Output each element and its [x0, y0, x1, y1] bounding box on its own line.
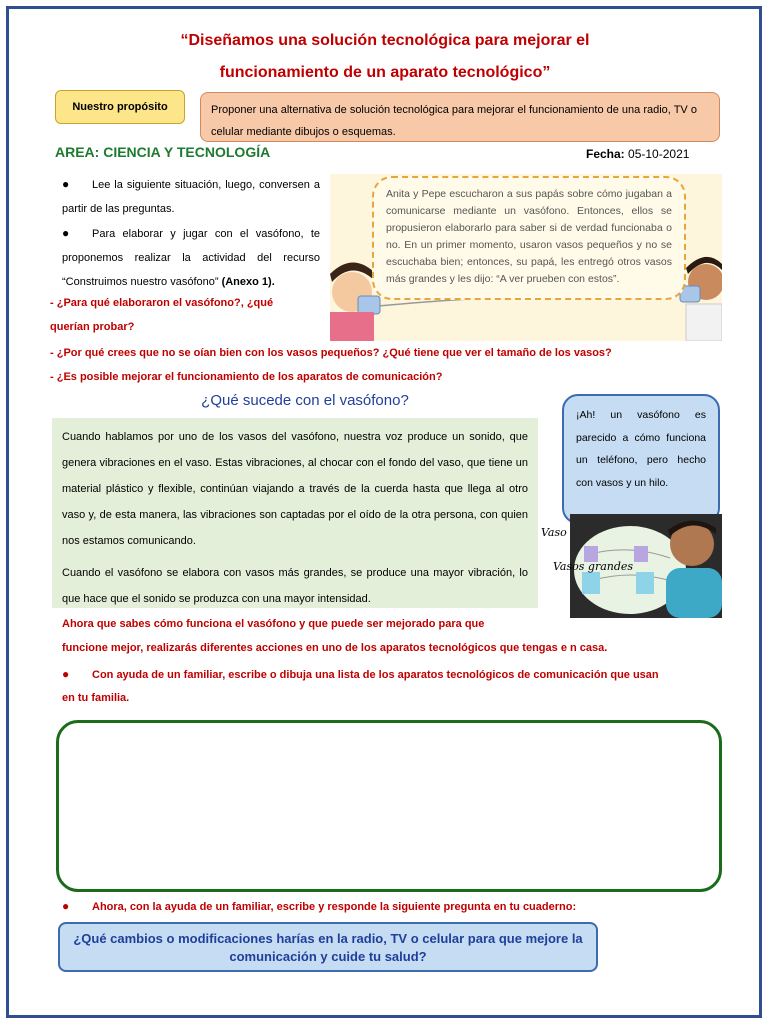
intro-bullet-2	[62, 221, 320, 294]
instruction-bullet-3a	[62, 662, 659, 687]
annex-reference: (Anexo 1).	[221, 276, 275, 288]
intro-bullet-1	[62, 172, 320, 221]
explanation-box	[52, 418, 538, 608]
question-1b: querían probar?	[50, 321, 135, 333]
area-heading: AREA: CIENCIA Y TECNOLOGÍA	[55, 144, 271, 160]
title-line-1: “Diseñamos una solución tecnológica para mejorar el	[180, 32, 590, 49]
explanation-paragraph-1: Cuando hablamos por uno de los vasos del vasófono, nuestra voz produce un sonido, que genera vibraciones en el vaso. Estas vibraciones, al chocar con el fondo del vaso, que tiene un material plástico y flexible, continúan viajando a través de la cuerda hasta que llega al otro vaso y, de esta manera, las vibraciones son captadas por el oído de la otra persona, con quien nos estamos comunicando.	[62, 431, 528, 547]
instruction-line-2: funcione mejor, realizarás diferentes acciones en uno de los aparatos tecnológicos que tengas e n casa.	[62, 642, 608, 654]
explanation-paragraph-2: Cuando el vasófono se elabora con vasos más grandes, se produce una mayor vibración, lo que hace que el sonido se produzca con una mayor intensidad.	[62, 567, 528, 605]
story-bubble: Anita y Pepe escucharon a sus papás sobre cómo jugaban a comunicarse mediante un vasófono. Entonces, ellos se propusieron elaborarlo para saber si de verdad funcionaba o no. En un primer momento, usaron vasos pequeños y no se escuchaba bien; entonces, su papá, les entregó otros vasos más grandes y les dijo: “A ver prueben con estos”.	[372, 176, 686, 300]
purpose-label: Nuestro propósito	[55, 90, 185, 124]
date-label: Fecha:	[586, 147, 625, 161]
instruction-bullet-4	[62, 894, 576, 919]
intro-bullet-1-text: Lee la siguiente situación, luego, conversen a partir de las preguntas.	[62, 179, 320, 215]
label-small-cup: Vaso	[541, 526, 567, 539]
question-3: - ¿Es posible mejorar el funcionamiento de los aparatos de comunicación?	[50, 371, 443, 383]
title-line-2: funcionamiento de un aparato tecnológico”	[219, 64, 551, 81]
instruction-bullet-3b: en tu familia.	[62, 692, 130, 704]
question-1a: - ¿Para qué elaboraron el vasófono?, ¿qué	[50, 297, 274, 309]
date	[586, 147, 689, 161]
bullet-icon: ●	[62, 899, 70, 913]
question-2: - ¿Por qué crees que no se oían bien con los vasos pequeños? ¿Qué tiene que ver el tamaño de los vasos?	[50, 347, 612, 359]
purpose-text: Proponer una alternativa de solución tecnológica para mejorar el funcionamiento de una radio, TV o celular mediante dibujos o esquemas.	[200, 92, 720, 142]
instruction-bullet-3a-text: Con ayuda de un familiar, escribe o dibuja una lista de los aparatos tecnológicos de comunicación que usan	[92, 669, 659, 681]
answer-box[interactable]	[56, 720, 722, 892]
speech-bubble: ¡Ah! un vasófono es parecido a cómo funciona un teléfono, pero hecho con vasos y un hilo.	[562, 394, 720, 524]
instruction-line-1: Ahora que sabes cómo funciona el vasófono y que puede ser mejorado para que	[62, 618, 485, 630]
label-big-cups: Vasos grandes	[553, 560, 634, 573]
bullet-icon: ●	[62, 226, 70, 240]
final-question: ¿Qué cambios o modificaciones harías en la radio, TV o celular para que mejore la comunicación y cuide tu salud?	[58, 922, 598, 972]
section-subheading: ¿Qué sucede con el vasófono?	[201, 392, 409, 409]
bullet-icon: ●	[62, 667, 70, 681]
bullet-icon: ●	[62, 177, 70, 191]
date-value: 05-10-2021	[628, 147, 690, 161]
instruction-bullet-4-text: Ahora, con la ayuda de un familiar, escribe y responde la siguiente pregunta en tu cuaderno:	[92, 901, 577, 913]
intro-text	[62, 172, 320, 294]
intro-bullet-2-text: Para elaborar y jugar con el vasófono, te proponemos realizar la actividad del recurso “Construimos nuestro vasófono”	[62, 228, 320, 288]
